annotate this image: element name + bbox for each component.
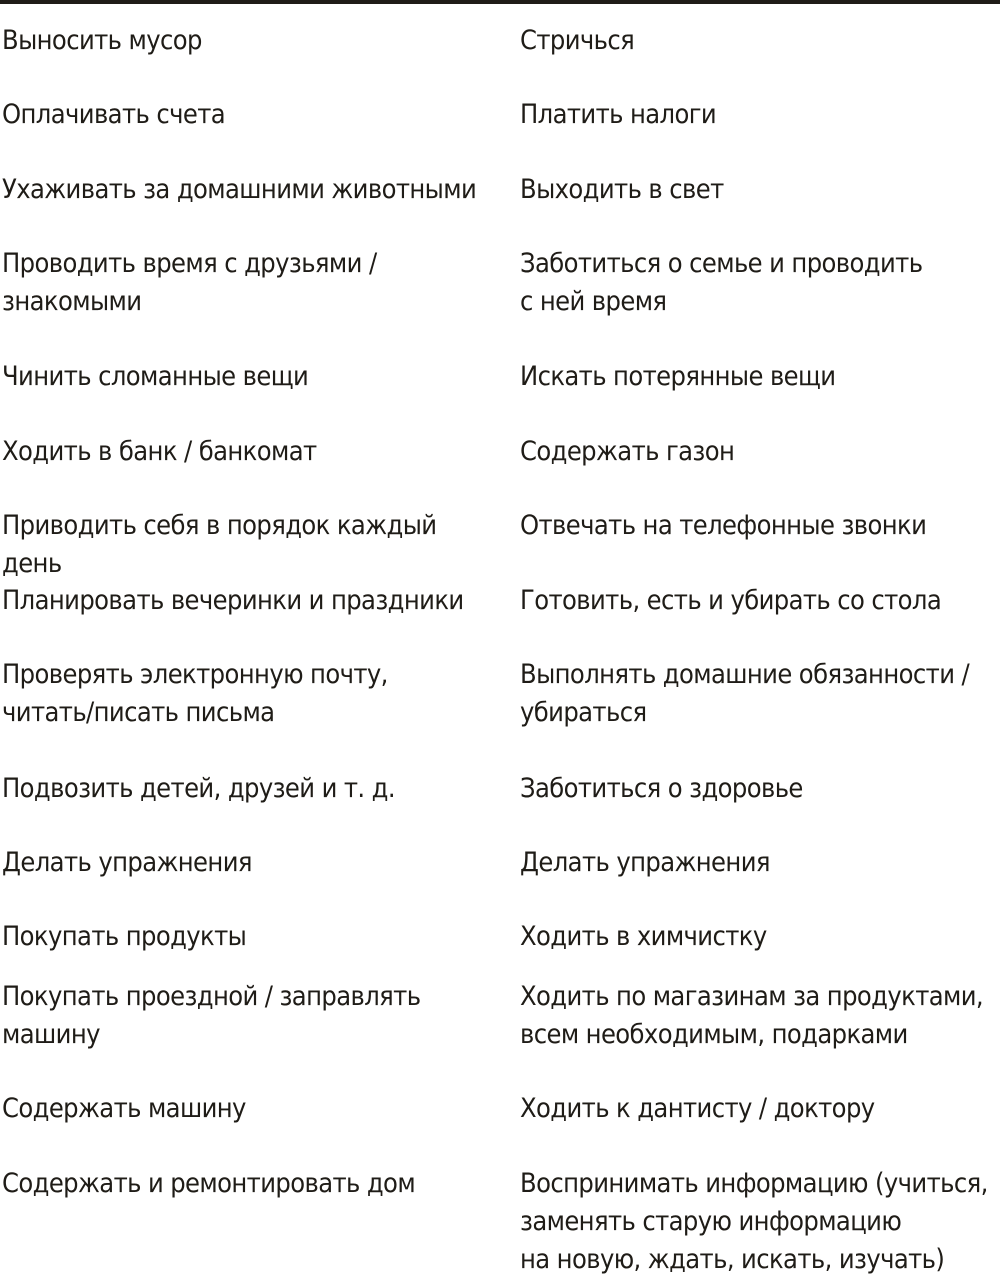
- left-item: Чинить сломанные вещи: [2, 361, 309, 392]
- right-item: Ходить к дантисту / доктору: [520, 1093, 875, 1124]
- top-rule: [0, 0, 1000, 4]
- right-item: Содержать газон: [520, 436, 735, 467]
- left-item: Выносить мусор: [2, 25, 202, 56]
- left-item: Приводить себя в порядок каждый день: [2, 510, 437, 579]
- left-item: Планировать вечеринки и праздники: [2, 585, 464, 616]
- right-item: Выполнять домашние обязанности / убираться: [520, 659, 970, 728]
- left-item: Проверять электронную почту, читать/писать письма: [2, 659, 388, 728]
- left-item: Содержать машину: [2, 1093, 246, 1124]
- right-item: Платить налоги: [520, 99, 717, 130]
- right-item: Стричься: [520, 25, 635, 56]
- left-item: Покупать проездной / заправлять машину: [2, 981, 421, 1050]
- right-item: Делать упражнения: [520, 847, 770, 878]
- right-item: Ходить по магазинам за продуктами, всем необходимым, подарками: [520, 981, 984, 1050]
- left-item: Делать упражнения: [2, 847, 252, 878]
- right-item: Воспринимать информацию (учиться, заменять старую информацию на новую, ждать, искать, изучать): [520, 1168, 988, 1275]
- right-item: Заботиться о здоровье: [520, 773, 803, 804]
- left-item: Ухаживать за домашними животными: [2, 174, 477, 205]
- right-item: Отвечать на телефонные звонки: [520, 510, 927, 541]
- right-item: Заботиться о семье и проводить с ней время: [520, 248, 923, 317]
- left-item: Ходить в банк / банкомат: [2, 436, 317, 467]
- right-item: Выходить в свет: [520, 174, 724, 205]
- right-item: Ходить в химчистку: [520, 921, 767, 952]
- right-item: Готовить, есть и убирать со стола: [520, 585, 942, 616]
- left-item: Проводить время с друзьями / знакомыми: [2, 248, 377, 317]
- left-item: Оплачивать счета: [2, 99, 226, 130]
- left-item: Содержать и ремонтировать дом: [2, 1168, 416, 1199]
- left-item: Подвозить детей, друзей и т. д.: [2, 773, 395, 804]
- right-item: Искать потерянные вещи: [520, 361, 836, 392]
- left-item: Покупать продукты: [2, 921, 247, 952]
